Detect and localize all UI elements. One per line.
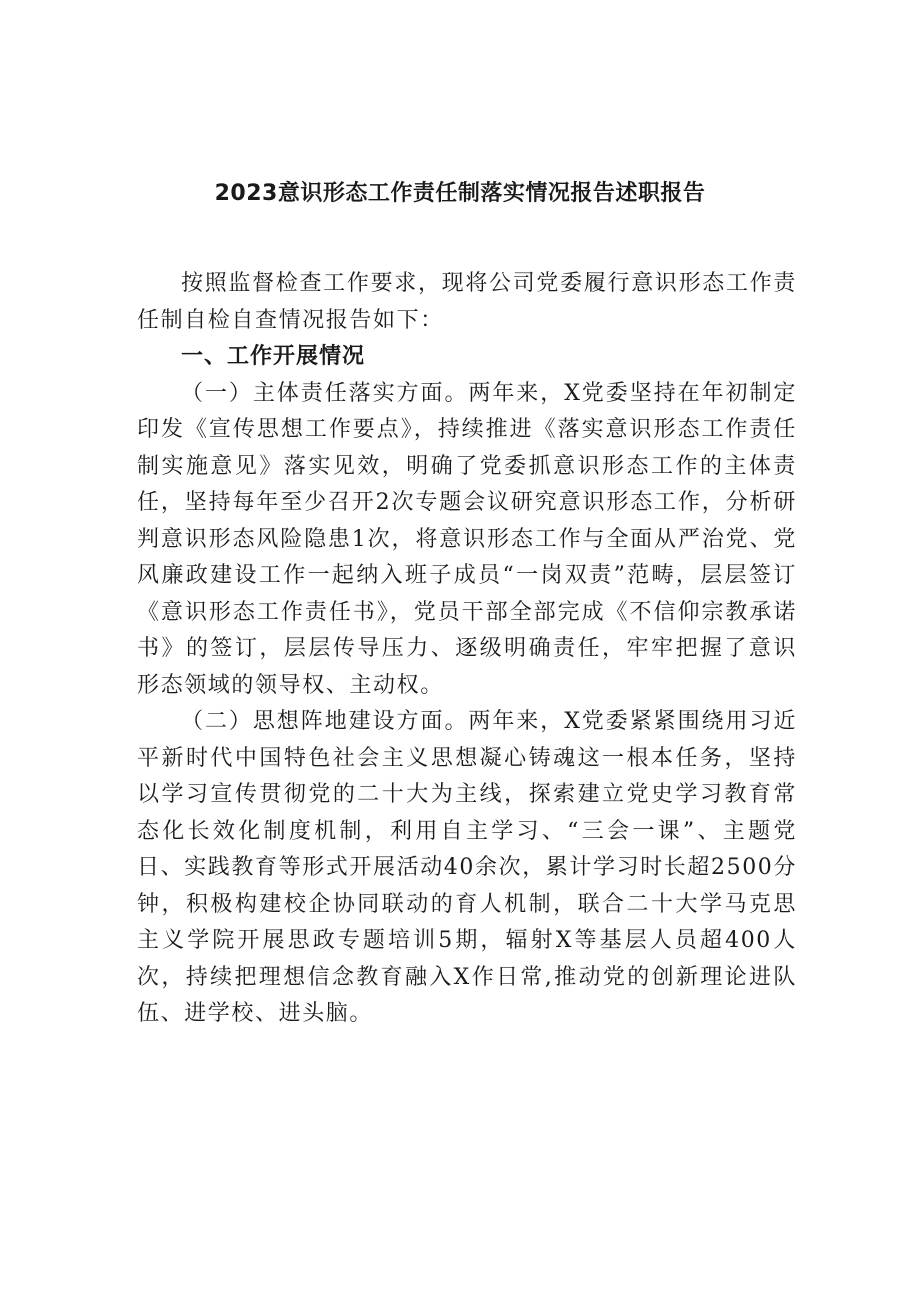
document-body (137, 266, 797, 1033)
paragraph-responsibility: （一）主体责任落实方面。两年来，X党委坚持在年初制定印发《宣传思想工作要点》，持续推进《落实意识形态工作责任制实施意见》落实见效，明确了党委抓意识形态工作的主体责任，坚持每年至少召开2次专题会议研究意识形态工作，分析研判意识形态风险隐患1次，将意识形态工作与全面从严治党、党风廉政建设工作一起纳入班子成员“一岗双责”范畴，层层签订《意识形态工作责任书》，党员干部全部完成《不信仰宗教承诺书》的签订，层层传导压力、逐级明确责任，牢牢把握了意识形态领域的领导权、主动权。 (137, 380, 797, 698)
paragraph-ideology-building: （二）思想阵地建设方面。两年来，X党委紧紧围绕用习近平新时代中国特色社会主义思想凝心铸魂这一根本任务，坚持以学习宣传贯彻党的二十大为主线，探索建立党史学习教育常态化长效化制度机制，利用自主学习、“三会一课”、主题党日、实践教育等形式开展活动40余次，累计学习时长超2500分钟，积极构建校企协同联动的育人机制，联合二十大学马克思主义学院开展思政专题培训5期，辐射X等基层人员超400人次，持续把理想信念教育融入X作日常,推动党的创新理论进队伍、进学校、进头脑。 (137, 709, 797, 1026)
document-title: 2023意识形态工作责任制落实情况报告述职报告 (214, 181, 706, 206)
intro-paragraph: 按照监督检查工作要求，现将公司党委履行意识形态工作责任制自检自查情况报告如下： (137, 271, 797, 333)
section-heading: 一、工作开展情况 (181, 344, 366, 369)
